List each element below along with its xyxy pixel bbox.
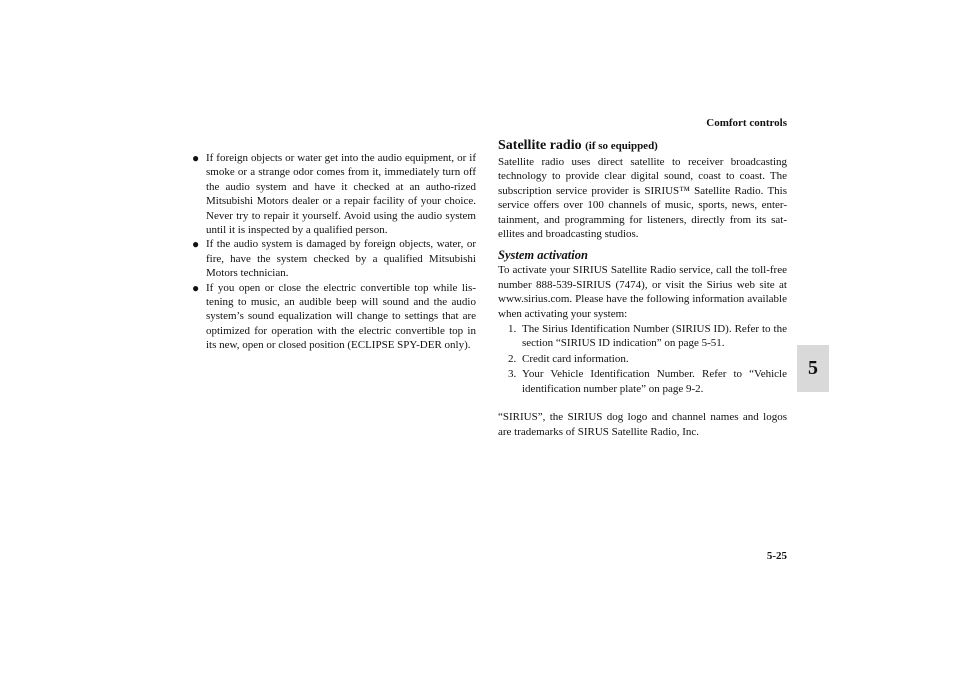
list-item: [498, 352, 787, 366]
section-qualifier: (if so equipped): [585, 140, 658, 152]
step-number: 3.: [508, 368, 517, 381]
page-number: 5-25: [766, 550, 787, 562]
chapter-tab: 5: [797, 345, 829, 392]
bullet-icon: ●: [192, 151, 200, 165]
step-text: The Sirius Identification Number (SIRIUS ID). Refer to the section “SIRIUS ID indication” on page 5-51.: [522, 323, 787, 350]
trademark-notice: “SIRIUS”, the SIRIUS dog logo and channel names and logos are trademarks of SIRUS Satellite Radio, Inc.: [498, 411, 787, 438]
intro-paragraph: Satellite radio uses direct satellite to receiver broadcasting technology to provide clear digital sound, coast to coast. The subscription service provider is SIRIUS™ Satellite Radio. This service offers over 100 channels of music, sports, news, enter-tainment, and programming for listeners, directly from its sat-ellites and broadcasting studios.: [498, 156, 787, 241]
step-text: Your Vehicle Identification Number. Refer to “Vehicle identification number plate” on page 9-2.: [522, 368, 787, 395]
section-title: Satellite radio: [498, 138, 582, 153]
caution-bullet-list: [192, 151, 476, 353]
step-number: 2.: [508, 352, 517, 365]
step-text: Credit card information.: [522, 352, 629, 365]
bullet-text: If the audio system is damaged by foreign objects, water, or fire, have the system checked by a qualified Mitsubishi Motors technician.: [206, 238, 476, 280]
bullet-text: If you open or close the electric convertible top while lis-tening to music, an audible beep will sound and the audio system’s sound equalization will change to settings that are optimized for operation with the electric convertible top in its new, open or closed position (ECLIPSE SPY-DER only).: [206, 281, 476, 352]
step-number: 1.: [508, 323, 517, 336]
bullet-icon: ●: [192, 280, 200, 295]
bullet-icon: ●: [192, 237, 200, 252]
left-column: [192, 151, 476, 353]
running-header: Comfort controls: [706, 117, 787, 129]
activation-paragraph: To activate your SIRIUS Satellite Radio service, call the toll-free number 888-539-SIRIUS (7474), or visit the Sirius web site at www.sirius.com. Please have the following information available when activating your system:: [498, 264, 787, 320]
list-item: [498, 322, 787, 351]
bullet-item: [192, 237, 476, 280]
list-item: [498, 367, 787, 396]
bullet-item: [192, 151, 476, 237]
bullet-item: [192, 281, 476, 353]
bullet-text: If foreign objects or water get into the audio equipment, or if smoke or a strange odor comes from it, immediately turn off the audio system and have it checked at an autho-rized Mitsubishi Motors dealer or a repair facility of your choice. Never try to repair it yourself. Avoid using the audio system until it is inspected by a qualified person.: [206, 152, 476, 237]
subsection-heading: System activation: [498, 248, 588, 263]
section-heading: [498, 137, 787, 155]
right-column: [498, 137, 787, 439]
activation-steps: [498, 322, 787, 396]
